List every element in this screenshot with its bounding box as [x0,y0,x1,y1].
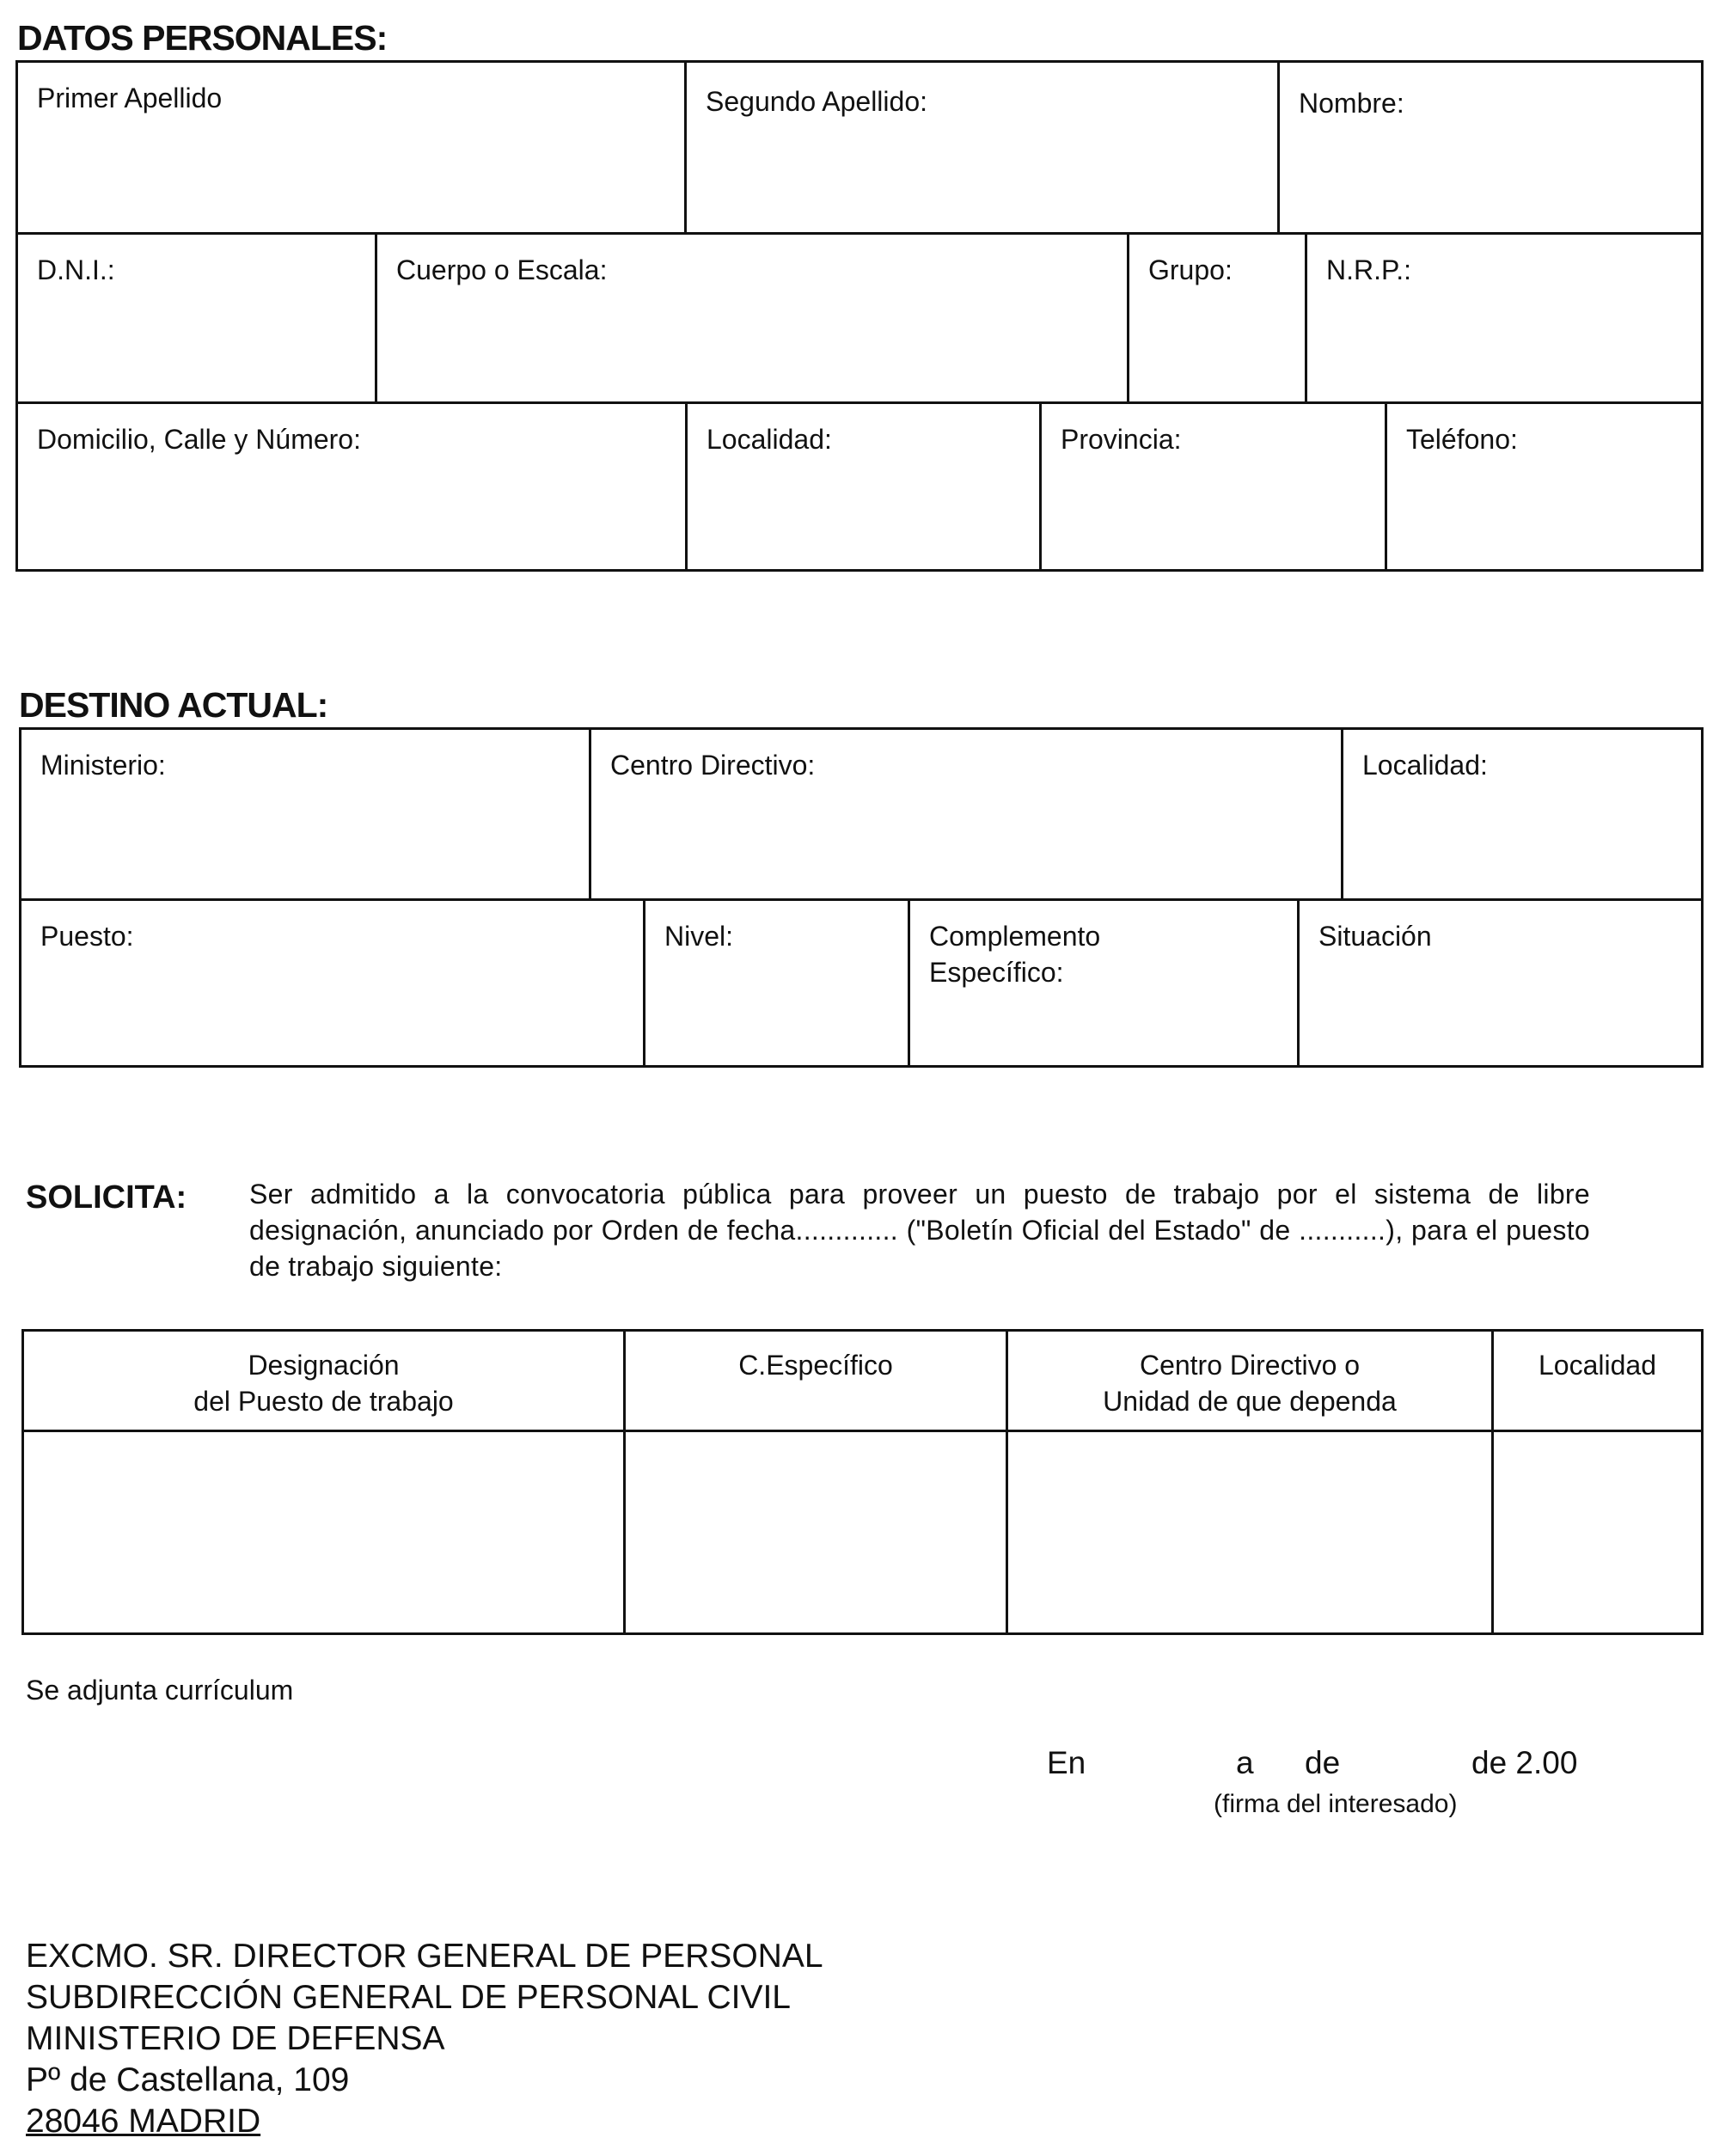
field-label: Domicilio, Calle y Número: [37,424,361,455]
destino-row-1 [21,730,1701,898]
datos-row-2 [18,232,1701,401]
date-de-year: de 2.00 [1471,1745,1578,1780]
col-header-localidad [1491,1332,1701,1430]
field-centro-directivo[interactable] [589,730,1341,898]
field-nrp[interactable] [1305,235,1701,401]
field-telefono[interactable] [1385,404,1701,569]
field-label: Localidad: [1362,750,1488,781]
col-header-centro-directivo [1006,1332,1491,1430]
field-label: D.N.I.: [37,254,115,285]
address-line-2: SUBDIRECCIÓN GENERAL DE PERSONAL CIVIL [26,1979,791,2016]
field-label: N.R.P.: [1326,254,1411,285]
col-header-label: Designación del Puesto de trabajo [193,1350,454,1417]
field-domicilio[interactable] [18,404,685,569]
datos-personales-heading: DATOS PERSONALES: [17,18,388,58]
field-segundo-apellido[interactable] [684,63,1277,232]
date-de-1: de [1305,1745,1341,1780]
field-localidad[interactable] [685,404,1039,569]
puesto-table-entry-row [24,1430,1701,1632]
date-en: En [1047,1745,1086,1780]
field-complemento-especifico[interactable] [908,901,1297,1065]
cell-localidad[interactable] [1491,1432,1701,1632]
col-header-c-especifico [623,1332,1006,1430]
field-label: Provincia: [1061,424,1182,455]
field-situacion[interactable] [1297,901,1701,1065]
field-cuerpo-escala[interactable] [375,235,1127,401]
field-label: Nombre: [1299,88,1404,119]
field-label: Situación [1318,921,1432,952]
datos-row-1 [18,63,1701,232]
col-header-label: C.Específico [738,1350,893,1381]
cell-c-especifico[interactable] [623,1432,1006,1632]
field-label: Puesto: [40,921,134,952]
field-label: Nivel: [664,921,734,952]
field-label: Localidad: [707,424,832,455]
cell-designacion[interactable] [24,1432,623,1632]
field-primer-apellido[interactable] [18,63,684,232]
address-line-5: 28046 MADRID [26,2103,261,2140]
field-label: Ministerio: [40,750,166,781]
field-label: Complemento Específico: [929,921,1101,988]
datos-row-3 [18,401,1701,569]
field-dni[interactable] [18,235,375,401]
firma-interesado: (firma del interesado) [1214,1790,1458,1818]
destino-actual-grid [19,727,1704,1068]
field-label: Teléfono: [1406,424,1518,455]
solicita-label: SOLICITA: [26,1179,187,1216]
solicita-text: Ser admitido a la convocatoria pública para proveer un puesto de trabajo por el sistema de libre designación, anunciado por Orden de fecha............. ("Boletín Oficial del Estado" de ...........), para el puesto de trabajo siguiente: [249,1179,1590,1282]
puesto-table-header-row [24,1332,1701,1430]
cell-centro-directivo[interactable] [1006,1432,1491,1632]
date-a: a [1236,1745,1254,1780]
field-provincia[interactable] [1039,404,1385,569]
address-line-4: Pº de Castellana, 109 [26,2061,350,2098]
address-line-3: MINISTERIO DE DEFENSA [26,2020,445,2057]
field-label: Cuerpo o Escala: [396,254,608,285]
destino-row-2 [21,898,1701,1065]
field-label: Segundo Apellido: [706,86,927,117]
field-grupo[interactable] [1127,235,1305,401]
col-header-designacion [24,1332,623,1430]
field-label: Primer Apellido [37,83,223,113]
field-ministerio[interactable] [21,730,589,898]
field-nombre[interactable] [1277,63,1701,232]
field-localidad-destino[interactable] [1341,730,1701,898]
destino-actual-heading: DESTINO ACTUAL: [19,685,328,725]
field-label: Grupo: [1148,254,1233,285]
adjunta-curriculum: Se adjunta currículum [26,1675,294,1706]
field-puesto[interactable] [21,901,643,1065]
puesto-table [21,1329,1704,1635]
datos-personales-grid [15,60,1704,572]
address-line-1: EXCMO. SR. DIRECTOR GENERAL DE PERSONAL [26,1938,823,1975]
col-header-label: Localidad [1539,1350,1656,1381]
col-header-label: Centro Directivo o Unidad de que dependa [1103,1350,1397,1417]
field-label: Centro Directivo: [610,750,816,781]
field-nivel[interactable] [643,901,908,1065]
